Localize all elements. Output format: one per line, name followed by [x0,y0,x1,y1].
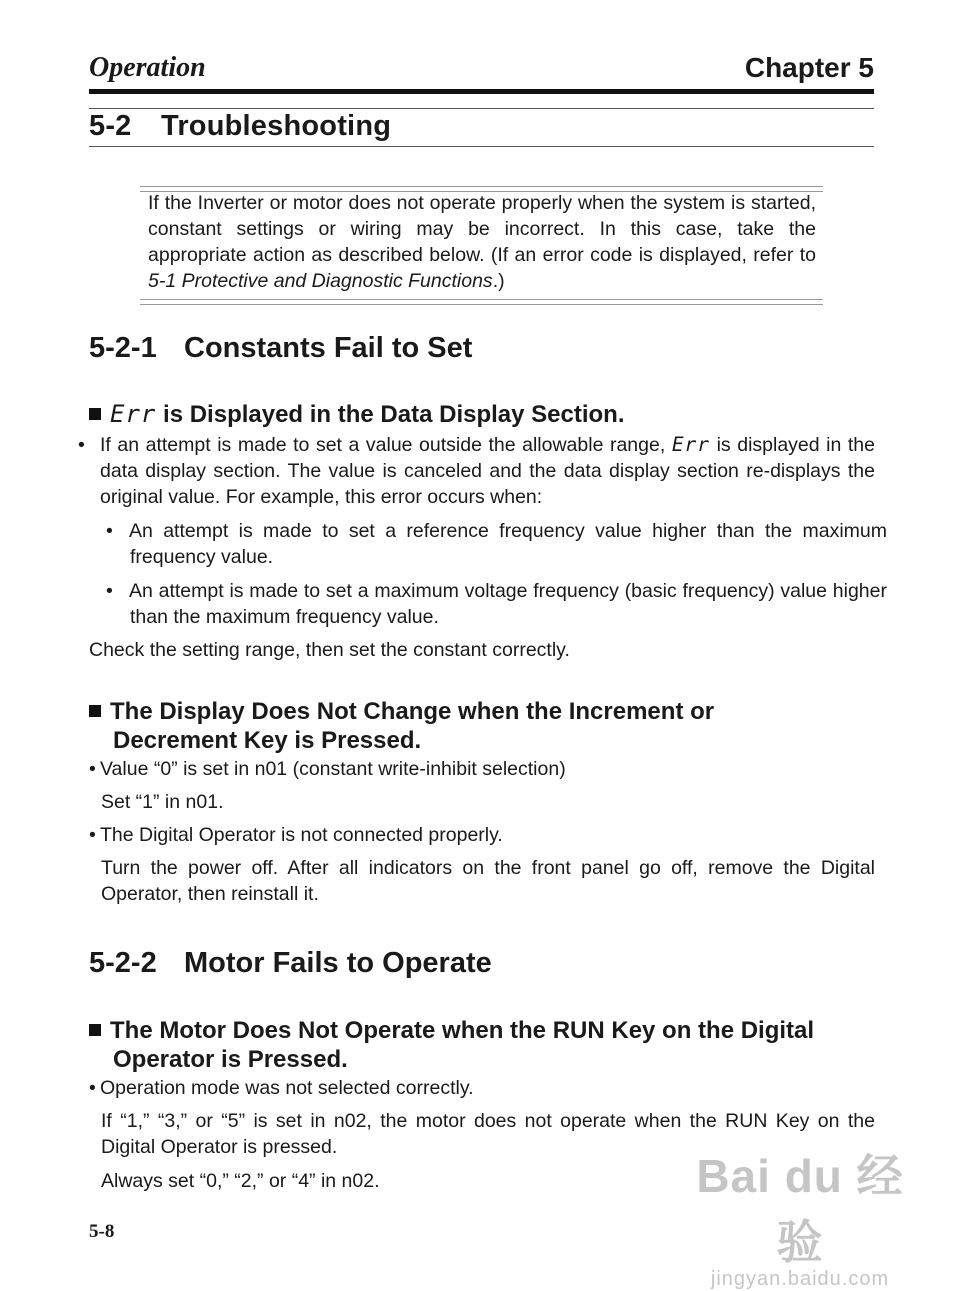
heading-line-1: The Motor Does Not Operate when the RUN Key on the Digital [110,1017,815,1044]
cause-n01-text: Value “0” is set in n01 (constant write-inhibit selection) [100,758,566,780]
section-top-rule [89,108,874,109]
running-header-section: Operation [89,52,206,83]
baidu-watermark [690,1140,910,1291]
subsection-5-2-1-title [89,332,472,365]
cause-operator [89,822,503,848]
square-bullet-icon [89,705,101,717]
heading-line-2: Decrement Key is Pressed. [113,727,422,754]
section-number: 5-2 [89,110,132,142]
square-bullet-icon [89,1024,101,1036]
cause-n01 [89,756,566,782]
cause-operator-text: The Digital Operator is not connected properly. [100,824,503,846]
intro-bottom-rule [140,299,823,305]
running-header-chapter: Chapter 5 [744,52,874,83]
subsection-title-text: Constants Fail to Set [184,332,473,364]
intro-paragraph [148,190,816,294]
subsection-title-text: Motor Fails to Operate [184,947,492,979]
err-cause-paragraph [89,432,875,510]
subsection-number: 5-2-1 [89,332,157,364]
remedy-n02: Always set “0,” “2,” or “4” in n02. [101,1170,380,1192]
header-rule [89,89,874,94]
section-title-text: Troubleshooting [161,110,392,142]
watermark-url: jingyan.baidu.com [710,1268,890,1290]
heading-motor-no-run [89,1016,879,1074]
square-bullet-icon [89,408,101,420]
section-bottom-rule [89,146,874,147]
explain-n02: If “1,” “3,” or “5” is set in n02, the motor does not operate when the RUN Key on the Digital Operator is pressed. [101,1110,875,1158]
err-cause-text-a: If an attempt is made to set a value outside the allowable range, [100,434,666,456]
err-example-1-text: An attempt is made to set a reference frequency value higher than the maximum frequency value. [129,520,887,568]
err-cause-text-b: is displayed in the data display section. The value is canceled and the data display section re-displays the original value. For example, this error occurs when: [100,434,875,508]
check-setting-text: Check the setting range, then set the constant correctly. [89,639,570,661]
heading-line-1: The Display Does Not Change when the Increment or [110,698,715,725]
remedy-operator: Turn the power off. After all indicators on the front panel go off, remove the Digital Operator, then reinstall it. [101,857,875,905]
intro-end: .) [492,270,505,292]
remedy-n01: Set “1” in n01. [101,791,224,813]
subsection-number: 5-2-2 [89,947,157,979]
page-number: 5-8 [89,1221,115,1242]
heading-text: is Displayed in the Data Display Section. [163,401,625,428]
subsection-5-2-2-title [89,947,492,980]
watermark-logo-text: Bai du 经验 [696,1150,904,1268]
section-title [89,110,391,143]
err-example-2 [118,578,887,630]
err-lcd-code-inline: Err [671,433,711,456]
heading-display-no-change [89,697,879,755]
cause-operation-mode-text: Operation mode was not selected correctly. [100,1077,474,1099]
err-example-2-text: An attempt is made to set a maximum voltage frequency (basic frequency) value higher than the maximum frequency value. [129,580,887,628]
intro-text: If the Inverter or motor does not operate properly when the system is started, constant settings or wiring may be incorrect. In this case, take the appropriate action as described below. (If an error code is displayed, refer to [148,192,816,266]
err-lcd-code: Err [110,400,157,428]
cause-operation-mode [89,1075,474,1101]
intro-reference: 5-1 Protective and Diagnostic Functions [148,270,493,292]
heading-line-2: Operator is Pressed. [113,1046,348,1073]
err-example-1 [118,518,887,570]
heading-err-displayed [89,400,879,429]
